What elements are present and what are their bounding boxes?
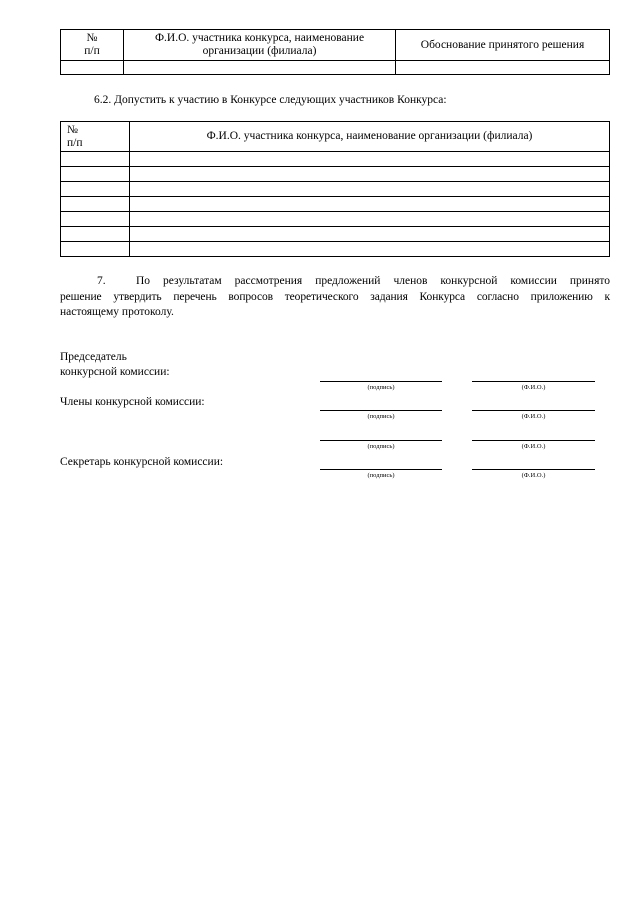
table-cell bbox=[130, 167, 610, 182]
table-cell bbox=[61, 182, 130, 197]
section-6-2-text: 6.2. Допустить к участию в Конкурсе следующих участников Конкурса: bbox=[94, 94, 447, 106]
signature-line bbox=[320, 410, 442, 411]
table-row bbox=[61, 182, 610, 197]
signature-line bbox=[320, 381, 442, 382]
fio-line bbox=[472, 381, 595, 382]
table1-header-reason: Обоснование принятого решения bbox=[396, 30, 610, 61]
table-row bbox=[61, 152, 610, 167]
table2-header-num: № п/п bbox=[61, 122, 130, 152]
signature-caption: (подпись) bbox=[367, 443, 395, 450]
table-cell bbox=[130, 182, 610, 197]
table-row bbox=[61, 212, 610, 227]
table-cell bbox=[130, 152, 610, 167]
fio-caption: (Ф.И.О.) bbox=[521, 413, 546, 420]
table-cell bbox=[396, 61, 610, 75]
signature-line bbox=[320, 440, 442, 441]
table-cell bbox=[130, 212, 610, 227]
table2-header-name: Ф.И.О. участника конкурса, наименование организации (филиала) bbox=[130, 122, 610, 152]
secretary-label: Секретарь конкурсной комиссии: bbox=[60, 456, 224, 468]
admitted-participants-table bbox=[60, 121, 610, 257]
signature-caption: (подпись) bbox=[367, 413, 395, 420]
chairman-label-line2: конкурсной комиссии: bbox=[60, 366, 170, 378]
table-cell bbox=[124, 61, 396, 75]
table-cell bbox=[61, 152, 130, 167]
table-row bbox=[61, 242, 610, 257]
table-cell bbox=[130, 242, 610, 257]
fio-caption: (Ф.И.О.) bbox=[521, 472, 546, 479]
section-7-line1: По результатам рассмотрения предложений членов конкурсной комиссии принято bbox=[136, 275, 610, 287]
table-row bbox=[61, 61, 610, 75]
table-cell bbox=[61, 227, 130, 242]
table1-header-name: Ф.И.О. участника конкурса, наименование организации (филиала) bbox=[124, 30, 396, 61]
rejected-participants-table bbox=[60, 29, 610, 75]
signature-line bbox=[320, 469, 442, 470]
section-7-number: 7. bbox=[97, 275, 106, 287]
table-cell bbox=[61, 167, 130, 182]
members-label: Члены конкурсной комиссии: bbox=[60, 396, 205, 408]
fio-caption: (Ф.И.О.) bbox=[521, 443, 546, 450]
fio-caption: (Ф.И.О.) bbox=[521, 384, 546, 391]
table-row bbox=[61, 167, 610, 182]
table-row bbox=[61, 227, 610, 242]
section-7-line3: настоящему протоколу. bbox=[60, 306, 174, 318]
table1-header-num: № п/п bbox=[61, 30, 124, 61]
table-cell bbox=[61, 61, 124, 75]
chairman-label-line1: Председатель bbox=[60, 351, 127, 363]
table-cell bbox=[61, 212, 130, 227]
signature-caption: (подпись) bbox=[367, 472, 395, 479]
section-7-line2: решение утвердить перечень вопросов теоретического задания Конкурса согласно приложению к bbox=[60, 291, 610, 303]
fio-line bbox=[472, 440, 595, 441]
table-cell bbox=[130, 227, 610, 242]
table-row bbox=[61, 197, 610, 212]
fio-line bbox=[472, 469, 595, 470]
fio-line bbox=[472, 410, 595, 411]
table-cell bbox=[61, 197, 130, 212]
table-cell bbox=[61, 242, 130, 257]
signature-caption: (подпись) bbox=[367, 384, 395, 391]
table-cell bbox=[130, 197, 610, 212]
